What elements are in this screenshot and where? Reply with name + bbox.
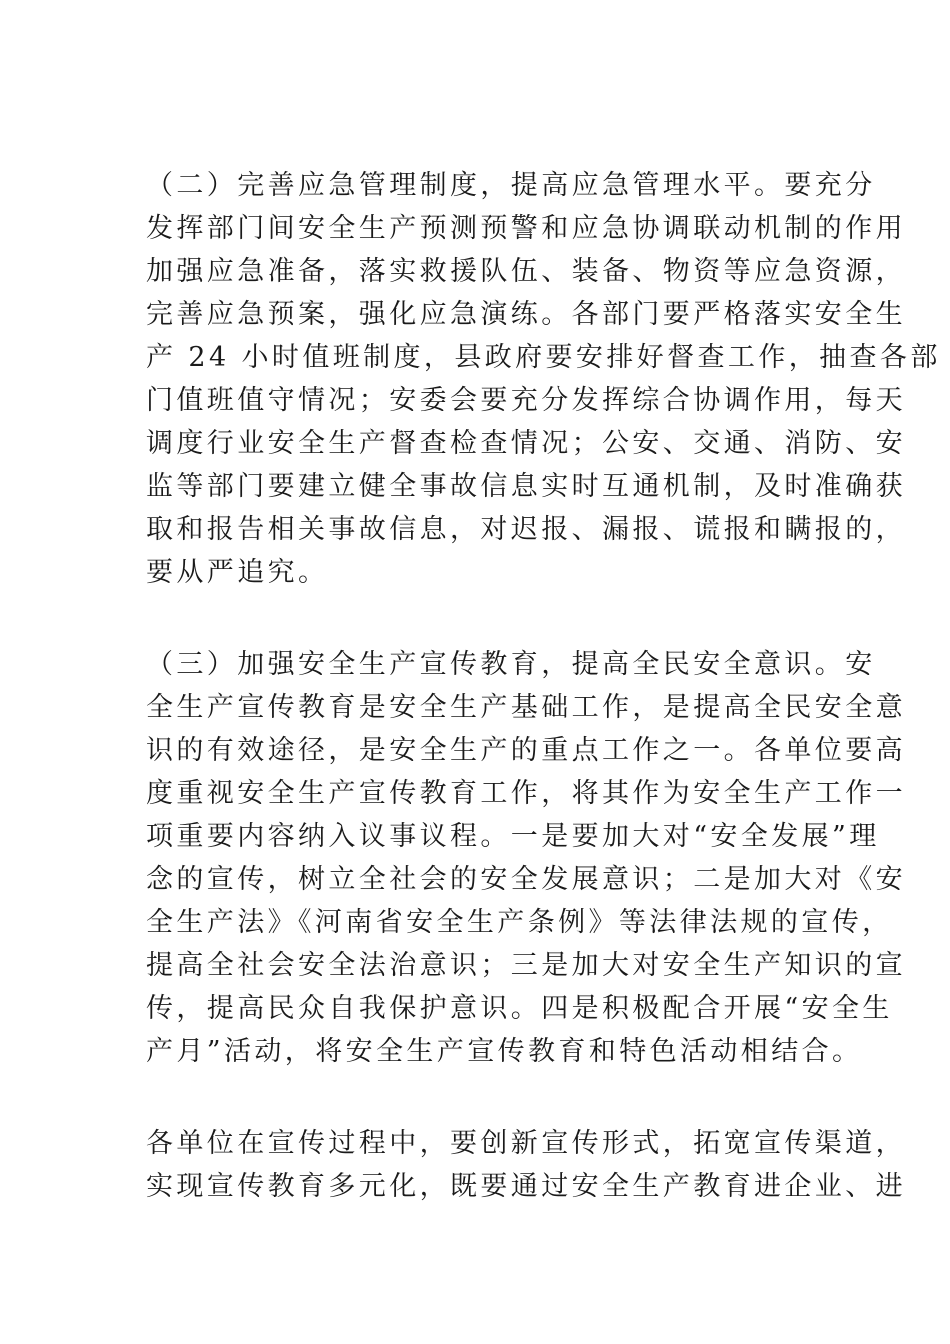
text-line: 完善应急预案，强化应急演练。各部门要严格落实安全生 [146, 299, 906, 330]
text-line: 调度行业安全生产督查检查情况；公安、交通、消防、安 [146, 428, 906, 459]
text-line: 项重要内容纳入议事议程。一是要加大对“安全发展”理 [146, 821, 880, 852]
text-line: 全生产法》《河南省安全生产条例》等法律法规的宣传， [146, 907, 893, 938]
text-line: 实现宣传教育多元化，既要通过安全生产教育进企业、进 [146, 1171, 906, 1202]
text-line: 取和报告相关事故信息，对迟报、漏报、谎报和瞒报的， [146, 514, 906, 545]
text-line: 各单位在宣传过程中，要创新宣传形式，拓宽宣传渠道， [146, 1128, 906, 1159]
text-line: 产 24 小时值班制度，县政府要安排好督查工作，抽查各部 [146, 342, 941, 373]
text-line: （三）加强安全生产宣传教育，提高全民安全意识。安 [146, 649, 876, 680]
text-line: 提高全社会安全法治意识；三是加大对安全生产知识的宣 [146, 950, 906, 981]
text-line: 度重视安全生产宣传教育工作，将其作为安全生产工作一 [146, 778, 906, 809]
text-line: 全生产宣传教育是安全生产基础工作，是提高全民安全意 [146, 692, 906, 723]
text-line: 识的有效途径，是安全生产的重点工作之一。各单位要高 [146, 735, 906, 766]
text-line: 加强应急准备，落实救援队伍、装备、物资等应急资源， [146, 256, 906, 287]
text-line: 门值班值守情况；安委会要充分发挥综合协调作用，每天 [146, 385, 906, 416]
text-line: 监等部门要建立健全事故信息实时互通机制，及时准确获 [146, 471, 906, 502]
text-line: 传，提高民众自我保护意识。四是积极配合开展“安全生 [146, 993, 893, 1024]
text-line: 产月”活动，将安全生产宣传教育和特色活动相结合。 [146, 1036, 863, 1067]
text-line: （二）完善应急管理制度，提高应急管理水平。要充分 [146, 170, 876, 201]
text-line: 要从严追究。 [146, 557, 329, 588]
text-line: 发挥部门间安全生产预测预警和应急协调联动机制的作用 [146, 213, 906, 244]
text-line: 念的宣传，树立全社会的安全发展意识；二是加大对《安 [146, 864, 906, 895]
